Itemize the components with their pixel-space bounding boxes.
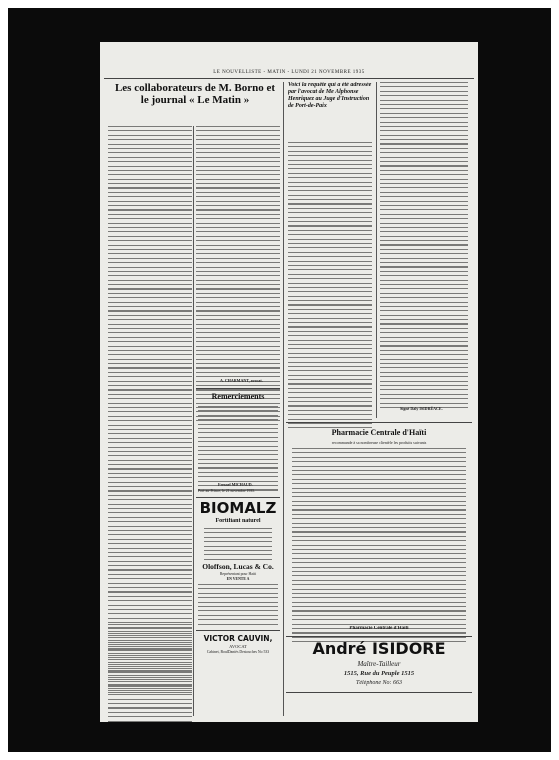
pharmacie-title: Pharmacie Centrale d'Haïti <box>331 428 427 437</box>
article-2-signature: Signé Daly ISIDRÉACE. <box>400 406 443 411</box>
biomalz-rule <box>196 497 280 498</box>
biomalz-distributor-sub: Représentant pour Haiti <box>219 572 257 576</box>
cauvin-name: VICTOR CAUVIN, <box>203 634 273 643</box>
pharmacie-subtitle: recommande à sa nombreuse clientèle les produits suivants <box>331 440 427 445</box>
newspaper-page <box>100 42 478 722</box>
article-1-col-1-continued <box>108 624 192 722</box>
article-2-col-1 <box>288 142 372 432</box>
pharmacie-rule-top <box>286 422 472 423</box>
article-1-signature: A. CHARMANT, avocat. <box>220 378 263 383</box>
remerciements-place-date: Port-au-Prince, le 21 novembre 1935. <box>198 489 256 493</box>
article-1-title: Les collaborateurs de M. Borno et le journal « Le Matin » <box>114 82 276 106</box>
remerciements-title: Remerciements <box>211 392 265 401</box>
biomalz-distributor: Oloffson, Lucas & Co. <box>202 562 274 571</box>
biomalz-sale-list <box>198 584 278 628</box>
biomalz-body <box>204 528 272 563</box>
remerciements-rule <box>196 388 280 389</box>
column-divider-3 <box>376 82 377 418</box>
isidore-rule <box>286 692 472 693</box>
article-2-col-2 <box>380 82 468 411</box>
remerciements-signature: Fresnel MICHAUD. <box>218 482 253 487</box>
biomalz-name: BIOMALZ <box>199 500 277 517</box>
pharmacie-rule-bottom <box>286 636 472 637</box>
isidore-phone: Téléphone No: 663 <box>356 680 402 686</box>
pharmacie-footer: Pharmacie Centrale d'Haïti <box>349 626 409 631</box>
page-header: LE NOUVELLISTE - MATIN - LUNDI 21 NOVEMBRE 1935 <box>213 70 365 75</box>
isidore-title: Maître-Tailleur <box>357 660 401 668</box>
article-1-col-1 <box>108 126 192 697</box>
scan-frame <box>8 8 551 752</box>
column-divider-2 <box>283 82 284 716</box>
cauvin-rule <box>196 630 280 631</box>
header-rule <box>104 78 474 79</box>
pharmacie-product-list <box>292 448 466 646</box>
isidore-name: André ISIDORE <box>312 640 446 658</box>
column-divider-1 <box>193 126 194 716</box>
biomalz-sale: EN VENTE A <box>226 577 250 581</box>
remerciements-body <box>198 406 278 494</box>
biomalz-tagline: Fortifiant naturel <box>215 518 261 524</box>
isidore-address: 1515, Rue du Peuple 1515 <box>343 670 415 677</box>
cauvin-address: Cabinet, BoulDantès Destouches No 533 <box>206 650 270 654</box>
article-2-title: Voici la requête qui a été adressée par l'avocat de Me Alphonse Henriquez au Juge d'Instruction de Port-de-Paix <box>288 82 372 109</box>
cauvin-title: AVOCAT <box>229 644 247 649</box>
